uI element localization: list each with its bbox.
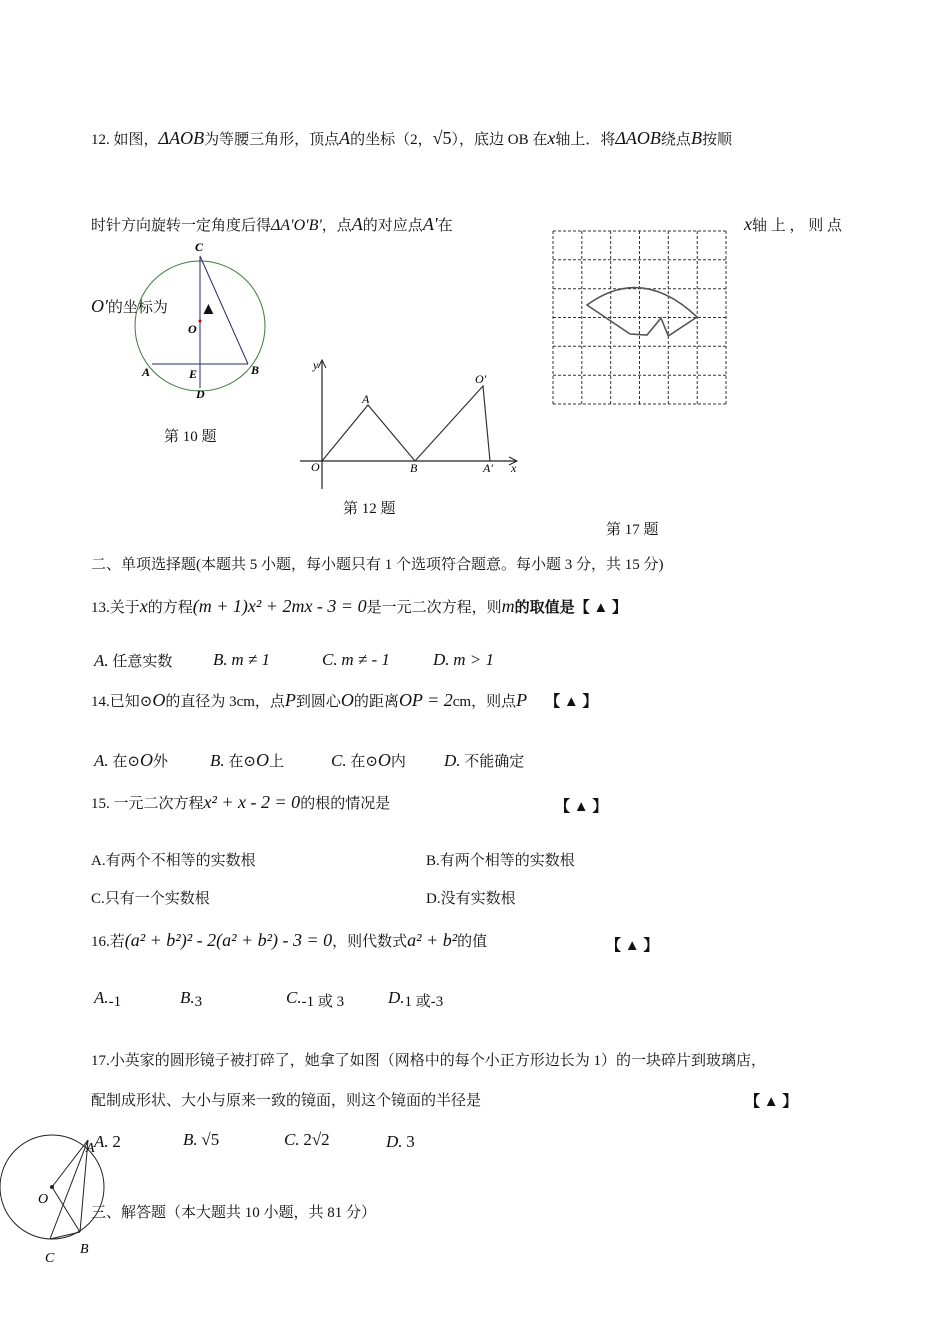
bottom-fig-label-c: C — [45, 1251, 55, 1266]
q14-d-text: 不能确定 — [464, 754, 525, 770]
q14-answer-bracket: 【 ▲ 】 — [545, 694, 598, 710]
q13-c-letter: C. — [322, 650, 338, 669]
q16-b-letter: B. — [180, 988, 195, 1007]
q13-equation: (m + 1)x² + 2mx - 3 = 0 — [192, 596, 367, 616]
q14-d-letter: D. — [444, 751, 461, 770]
fig12-label-y: y — [313, 358, 319, 372]
q16-pre: 16.若 — [91, 934, 125, 950]
q16-d-text: 1 或-3 — [404, 994, 444, 1010]
fig12-label-a: A — [362, 392, 370, 406]
q15-option-d[interactable]: D.没有实数根 — [426, 891, 516, 907]
q12-point-a-prime: A' — [422, 214, 438, 234]
bottom-fig-label-a: A — [86, 1141, 95, 1156]
q16-stem — [91, 930, 487, 951]
q12-line2 — [91, 214, 453, 235]
q12-triangle-aob: ΔAOB — [158, 128, 205, 148]
q12-text-12: 的坐标为 — [107, 300, 168, 316]
q13-option-b[interactable] — [213, 650, 270, 670]
q14-b-text-1: 在⊙ — [228, 754, 256, 770]
q17-b-text: √5 — [201, 1130, 220, 1149]
fig10-label-o: O — [188, 322, 197, 336]
q12-text-11: 轴 上 ， 则 点 — [752, 218, 843, 234]
bottom-circle-figure — [0, 1130, 120, 1270]
q12-triangle-prime: ΔA'O'B' — [271, 217, 322, 234]
q16-c-text: -1 或 3 — [301, 994, 345, 1010]
fig12-triangle-aob — [322, 405, 415, 461]
bottom-fig-cb — [50, 1232, 80, 1239]
q17-line1: 17.小英家的圆形镜子被打碎了，她拿了如图（网格中的每个小正方形边长为 1）的一块碎片到玻璃店， — [91, 1053, 767, 1069]
q13-pre: 13.关于 — [91, 600, 140, 616]
q14-c-text-1: 在⊙ — [350, 754, 378, 770]
q13-option-c[interactable] — [322, 650, 390, 670]
q12-point-a-2: A — [351, 214, 363, 234]
q13-x: x — [139, 596, 148, 616]
q14-mid2: 到圆心 — [295, 694, 341, 710]
q15-option-a[interactable]: A.有两个不相等的实数根 — [91, 853, 256, 869]
q17-option-c[interactable] — [284, 1130, 330, 1150]
fig17-mirror-fragment — [587, 288, 697, 336]
q13-stem — [91, 596, 627, 617]
q12-text-5: 绕点 — [660, 132, 691, 148]
q16-post: 的值 — [457, 934, 488, 950]
q14-a-text-2: 外 — [152, 754, 168, 770]
fig17-caption: 第 17 题 — [606, 522, 659, 538]
bottom-fig-center-dot — [50, 1185, 54, 1189]
q14-b-o: O — [255, 750, 269, 770]
bottom-fig-label-o: O — [38, 1192, 49, 1207]
q12-line2-right — [744, 214, 842, 235]
q14-a-text-1: 在⊙ — [112, 754, 140, 770]
q12-text-7: 时针方向旋转一定角度后得 — [91, 218, 272, 234]
q12-text-2: 的坐标（2， — [350, 132, 433, 148]
q15-post: 的根的情况是 — [300, 796, 391, 812]
q13-m: m — [501, 596, 515, 616]
q14-c-text-2: 内 — [390, 754, 406, 770]
q17-d-letter: D. — [386, 1132, 403, 1151]
q13-b-text: m ≠ 1 — [231, 650, 270, 669]
q12-intro: 12. 如图， — [91, 132, 159, 148]
q14-option-b[interactable] — [210, 750, 284, 771]
q13-post: 是一元二次方程，则 — [366, 600, 502, 616]
q15-stem — [91, 792, 390, 813]
q13-answer-bracket: 的取值是【 ▲ 】 — [514, 600, 627, 616]
q17-c-letter: C. — [284, 1130, 300, 1149]
q16-equation: (a² + b²)² - 2(a² + b²) - 3 = 0 — [124, 930, 333, 950]
q15-option-c[interactable]: C.只有一个实数根 — [91, 891, 210, 907]
q12-sqrt5: √5 — [432, 128, 452, 148]
q14-c-o: O — [377, 750, 391, 770]
q14-a-o: O — [139, 750, 153, 770]
q17-option-d[interactable] — [386, 1132, 415, 1152]
q14-a-letter: A. — [94, 751, 109, 770]
q14-mid1: 的直径为 3cm，点 — [165, 694, 285, 710]
bottom-fig-ob — [52, 1187, 80, 1232]
q17-a-letter: A. — [94, 1132, 109, 1151]
fig10-label-a: A — [142, 365, 151, 379]
q14-equation: OP = 2 — [398, 690, 453, 710]
q13-mid: 的方程 — [147, 600, 193, 616]
q14-o-2: O — [340, 690, 354, 710]
figure-12 — [295, 355, 530, 495]
q16-expression: a² + b² — [407, 930, 458, 950]
q16-c-letter: C. — [286, 988, 302, 1007]
q16-a-letter: A. — [94, 988, 109, 1007]
fig12-caption: 第 12 题 — [343, 501, 396, 517]
fig12-label-x: x — [511, 461, 517, 475]
q13-d-text: m > 1 — [453, 650, 495, 669]
figure-10 — [130, 238, 280, 408]
q12-answer-mark: ▲ — [200, 299, 217, 318]
q12-text-1: 为等腰三角形，顶点 — [204, 132, 340, 148]
q12-x: x — [547, 128, 556, 148]
q12-point-o-prime: O' — [91, 296, 108, 316]
q12-point-b: B — [690, 128, 702, 148]
q12-point-a: A — [339, 128, 351, 148]
fig12-label-o-prime: O′ — [475, 372, 487, 386]
fig10-label-d: D — [196, 387, 205, 401]
fig12-label-b: B — [410, 461, 418, 475]
fig17-grid — [553, 231, 726, 404]
q12-x-2: x — [744, 214, 752, 234]
q16-option-b[interactable] — [180, 988, 202, 1011]
q14-pre: 14.已知⊙ — [91, 694, 153, 710]
q16-mid: ，则代数式 — [332, 934, 408, 950]
q17-answer-bracket: 【 ▲ 】 — [745, 1094, 798, 1110]
q12-text-10: 在 — [437, 218, 453, 234]
q15-pre: 15. 一元二次方程 — [91, 796, 204, 812]
q17-d-text: 3 — [406, 1132, 415, 1151]
q13-a-text: 任意实数 — [112, 654, 173, 670]
q14-b-text-2: 上 — [268, 754, 284, 770]
q14-b-letter: B. — [210, 751, 225, 770]
q16-b-text: 3 — [194, 994, 203, 1010]
q17-a-text: 2 — [112, 1132, 121, 1151]
section-3-heading: 三、解答题（本大题共 10 小题，共 81 分） — [91, 1205, 377, 1221]
q14-p-2: P — [516, 690, 528, 710]
q12-text-8: ，点 — [321, 218, 352, 234]
q14-p: P — [284, 690, 296, 710]
section-2-heading: 二、单项选择题(本题共 5 小题，每小题只有 1 个选项符合题意。每小题 3 分，共 15 分) — [91, 557, 664, 573]
q12-triangle-aob-2: ΔAOB — [615, 128, 661, 148]
q13-a-letter: A. — [94, 651, 109, 670]
q13-d-letter: D. — [433, 650, 450, 669]
bottom-fig-ca — [50, 1140, 88, 1239]
q14-mid3: 的距离 — [353, 694, 399, 710]
q13-c-text: m ≠ - 1 — [341, 650, 390, 669]
q13-option-a[interactable] — [94, 650, 172, 671]
q14-option-c[interactable] — [331, 750, 406, 771]
q15-equation: x² + x - 2 = 0 — [203, 792, 301, 812]
q17-c-text: 2√2 — [303, 1130, 330, 1149]
fig10-caption: 第 10 题 — [164, 429, 217, 445]
q15-answer-bracket: 【 ▲ 】 — [555, 799, 608, 815]
q17-line2: 配制成形状、大小与原来一致的镜面，则这个镜面的半径是 — [91, 1093, 482, 1109]
fig10-center-dot — [199, 320, 202, 323]
q16-answer-bracket: 【 ▲ 】 — [606, 938, 659, 954]
q14-o: O — [152, 690, 166, 710]
fig10-cb — [200, 256, 248, 364]
q14-option-a[interactable] — [94, 750, 168, 771]
fig10-label-c: C — [195, 240, 204, 254]
q12-line1 — [91, 128, 732, 149]
fig10-label-b: B — [251, 363, 260, 377]
q16-option-d[interactable] — [388, 988, 443, 1011]
fig10-label-e: E — [189, 367, 198, 381]
q14-c-letter: C. — [331, 751, 347, 770]
q16-d-letter: D. — [388, 988, 405, 1007]
fig12-label-o: O — [311, 460, 320, 474]
q13-b-letter: B. — [213, 650, 228, 669]
q14-mid4: cm，则点 — [452, 694, 517, 710]
q15-option-b[interactable]: B.有两个相等的实数根 — [426, 853, 575, 869]
fig12-triangle-prime — [415, 386, 490, 461]
bottom-fig-oa — [52, 1140, 88, 1187]
figure-17 — [552, 230, 728, 406]
q12-text-6: 按顺 — [701, 132, 732, 148]
q12-text-3: ），底边 OB 在 — [451, 132, 548, 148]
q14-stem — [91, 690, 597, 711]
q13-option-d[interactable] — [433, 650, 494, 670]
q16-a-text: -1 — [108, 994, 122, 1010]
q17-b-letter: B. — [183, 1130, 198, 1149]
q16-option-a[interactable] — [94, 988, 121, 1011]
q14-option-d[interactable] — [444, 750, 524, 771]
q12-text-4: 轴上．将 — [555, 132, 616, 148]
bottom-fig-label-b: B — [80, 1242, 89, 1257]
q16-option-c[interactable] — [286, 988, 344, 1011]
fig12-label-a-prime: A′ — [483, 461, 493, 475]
q12-text-9: 的对应点 — [362, 218, 423, 234]
q17-option-b[interactable] — [183, 1130, 219, 1150]
